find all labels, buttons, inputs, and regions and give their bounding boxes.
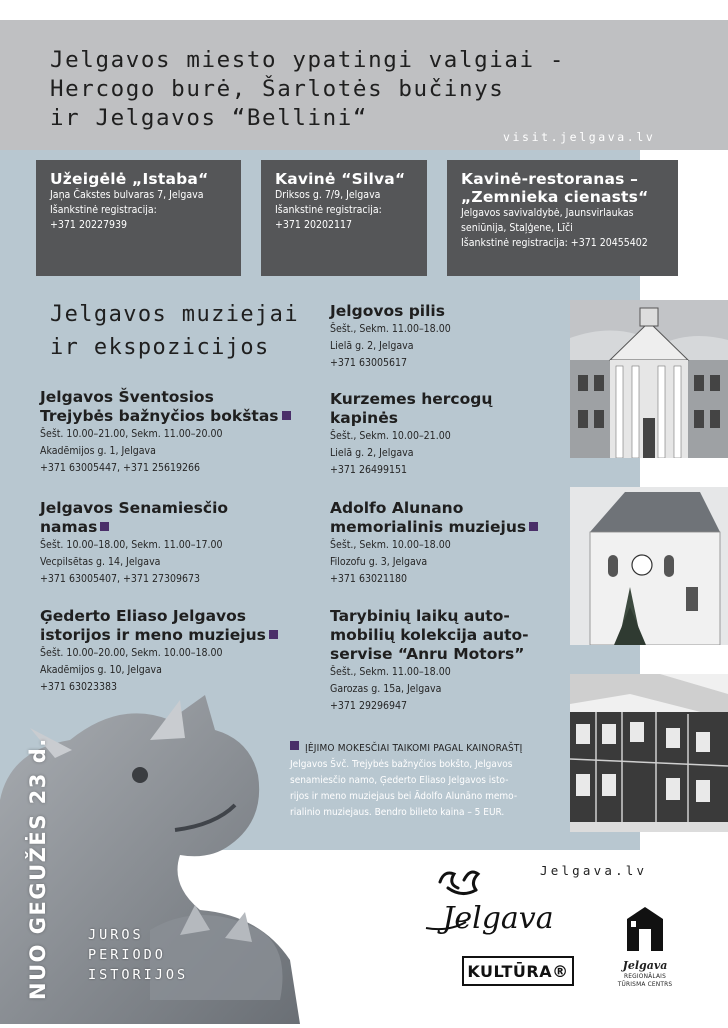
museum-name [330, 607, 570, 664]
jurassic-promo-line: ISTORIJOS [88, 967, 189, 983]
museum-address: Filozofu g. 3, Jelgava [330, 556, 428, 568]
venue-address: Driksos g. 7/9, Jelgava [275, 189, 381, 201]
museum-address: Akadēmijos g. 1, Jelgava [40, 445, 156, 457]
museum-name [40, 499, 330, 537]
jelgava-logo [418, 862, 578, 942]
venue-address: Jelgavos savivaldybė, Jaunsvirlaukas [461, 207, 634, 219]
venue-phone: +371 20227939 [50, 219, 128, 231]
museum-name [40, 388, 330, 426]
promo-date-vertical: NUO GEGUŽĖS 23 d. [26, 737, 50, 1000]
museum-name [330, 390, 560, 428]
fee-note-line: rijos ir meno muziejaus bei Ādolfo Alunāno memo- [290, 791, 518, 802]
venue-name-line: Kavinė-restoranas – [461, 170, 639, 188]
museum-hours: Šešt., Sekm. 11.00–18.00 [330, 323, 451, 335]
venue-name-line: „Zemnieka cienasts“ [461, 188, 649, 206]
tower-photo [570, 487, 728, 645]
museum-name-line: Kurzemes hercogų [330, 390, 493, 408]
kultura-logo: KULTŪRA® [462, 956, 574, 986]
venue-name: Kavinė “Silva“ [275, 170, 406, 188]
tourism-centre-name: Jelgava [622, 959, 668, 972]
castle-icon [623, 905, 667, 953]
museum-name-line: mobilių kolekcija auto- [330, 626, 529, 644]
page-title-line: Jelgavos miesto ypatingi valgiai - [50, 47, 565, 73]
page-title-line: ir Jelgavos “Bellini“ [50, 105, 369, 131]
museum-phone: +371 26499151 [330, 464, 408, 476]
tourism-centre-logo [610, 905, 680, 995]
museum-name-line: memorialinis muziejus [330, 518, 527, 536]
venue-address: Jaņa Čakstes bulvaras 7, Jelgava [50, 189, 204, 201]
museum-dukes-crypt [330, 390, 560, 479]
fee-square-icon [269, 630, 278, 639]
museum-address: Vecpilsētas g. 14, Jelgava [40, 556, 161, 568]
museum-name-line: Jelgovos pilis [330, 302, 445, 320]
museum-name-line: Tarybinių laikų auto- [330, 607, 510, 625]
museum-name-line: Jelgavos Šventosios [40, 388, 214, 406]
museum-alunans-memorial [330, 499, 570, 588]
fee-note-line: senamiesčio namo, Ģederto Eliaso Jelgavos isto- [290, 775, 509, 786]
museum-phone: +371 63005447, +371 25619266 [40, 462, 201, 474]
museum-name [330, 302, 560, 321]
page-title [50, 46, 570, 133]
tourism-centre-subtitle-line: REGIONĀLAIS [623, 972, 667, 980]
museum-name-line: Adolfo Alunano [330, 499, 464, 517]
venue-name [461, 170, 678, 206]
museum-phone: +371 63021180 [330, 573, 408, 585]
venue-name: Užeigėlė „Istaba“ [50, 170, 209, 188]
fee-note-title-text: ĮĖJIMO MOKESČIAI TAIKOMI PAGAL KAINORAŠTĮ [305, 743, 523, 754]
museum-phone: +371 63005617 [330, 357, 408, 369]
venue-card-zemnieka-cienasts [447, 160, 678, 276]
museum-phone: +371 29296947 [330, 700, 408, 712]
museum-hours: Šešt. 10.00–20.00, Sekm. 10.00–18.00 [40, 647, 223, 659]
page-title-line: Hercogo burė, Šarlotės bučinys [50, 76, 505, 102]
venue-registration-label: Išankstinė registracija: [50, 204, 157, 216]
museum-address: Garozas g. 15a, Jelgava [330, 683, 442, 695]
museum-address: Akadēmijos g. 10, Jelgava [40, 664, 162, 676]
venue-card-istaba [36, 160, 241, 276]
museum-name-line: Jelgavos Senamiesčio [40, 499, 229, 517]
palace-photo [570, 300, 728, 458]
fee-square-icon [100, 522, 109, 531]
museum-hours: Šešt. 10.00–21.00, Sekm. 11.00–20.00 [40, 428, 223, 440]
fee-square-icon [529, 522, 538, 531]
tourism-centre-subtitle-line: TŪRISMA CENTRS [617, 980, 673, 988]
jurassic-promo-text [88, 925, 188, 985]
museum-address: Lielā g. 2, Jelgava [330, 340, 414, 352]
museum-name-line: Ģederto Eliaso Jelgavos [40, 607, 247, 625]
museum-name [40, 607, 330, 645]
fee-square-icon [282, 411, 291, 420]
museums-heading [50, 298, 299, 364]
museum-name-line: kapinės [330, 409, 398, 427]
site-link-bottom[interactable]: Jelgava.lv [540, 863, 648, 878]
museum-name-line: namas [40, 518, 98, 536]
museum-anru-motors [330, 607, 570, 715]
timber-house-photo [570, 674, 728, 832]
jurassic-promo-line: JUROS [88, 927, 144, 943]
jurassic-promo-line: PERIODO [88, 947, 166, 963]
museum-address: Lielā g. 2, Jelgava [330, 447, 414, 459]
museum-hours: Šešt., Sekm. 11.00–18.00 [330, 666, 451, 678]
venue-phone: +371 20202117 [275, 219, 353, 231]
fee-note [290, 741, 580, 821]
museum-name-line: istorijos ir meno muziejus [40, 626, 266, 644]
museum-hours: Šešt., Sekm. 10.00–18.00 [330, 539, 451, 551]
tourism-centre-subtitle [610, 972, 680, 988]
museums-heading-line: ir ekspozicijos [50, 335, 270, 360]
museum-name [330, 499, 570, 537]
museum-phone: +371 63023383 [40, 681, 118, 693]
museum-hours: Šešt. 10.00–18.00, Sekm. 11.00–17.00 [40, 539, 223, 551]
museum-trinity-tower [40, 388, 330, 477]
museum-phone: +371 63005407, +371 27309673 [40, 573, 201, 585]
venue-registration-label: Išankstinė registracija: [275, 204, 382, 216]
museum-jelgava-palace [330, 302, 560, 372]
fee-note-line: Jelgavos Švč. Trejybės bažnyčios bokšto, Jelgavos [290, 759, 513, 770]
venue-address: seniūnija, Staļģene, Līči [461, 222, 573, 234]
venue-card-silva [261, 160, 427, 276]
venue-registration: Išankstinė registracija: +371 20455402 [461, 237, 648, 249]
fee-note-line: rialinio muziejaus. Bendro bilieto kaina – 5 EUR. [290, 807, 505, 818]
museum-name-line: servise “Anru Motors” [330, 645, 525, 663]
museums-heading-line: Jelgavos muziejai [50, 302, 299, 327]
museum-name-line: Trejybės bažnyčios bokštas [40, 407, 279, 425]
fee-note-title [290, 741, 580, 757]
museum-hours: Šešt., Sekm. 10.00–21.00 [330, 430, 451, 442]
museum-old-town-house [40, 499, 330, 588]
jelgava-logo-text: Jelgava [442, 901, 554, 936]
site-link-top[interactable]: visit.jelgava.lv [503, 130, 656, 144]
